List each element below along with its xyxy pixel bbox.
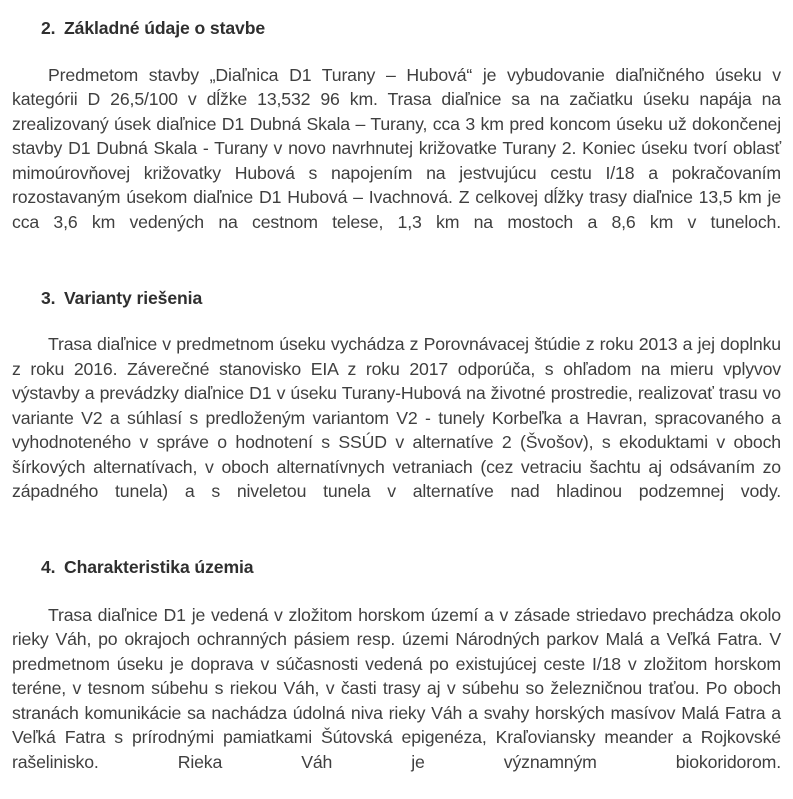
section-number-3: 3. bbox=[41, 287, 56, 308]
section-paragraph-4: Trasa diaľnice D1 je vedená v zložitom horskom území a v zásade striedavo prechádza okolo rieky Váh, po okrajoch ochranných pásiem resp. územi Národných parkov Malá a Veľká Fatra. V predmetnom úseku je doprava v súčasnosti vedená po existujúcej ceste I/18 v zložitom horskom teréne, v tesnom súbehu s riekou Váh, v časti trasy aj v súbehu so železničnou traťou. Po oboch stranách komunikácie sa nachádza údolná niva rieky Váh a svahy horských masívov Malá Fatra a Veľká Fatra s prírodnými pamiatkami Šútovská epigenéza, Kraľoviansky meander a Rojkovské rašelinisko. Rieka Váh je významným biokoridorom. bbox=[12, 604, 781, 772]
document-body bbox=[12, 0, 781, 799]
section-paragraph-2: Predmetom stavby „Diaľnica D1 Turany – Hubová“ je vybudovanie diaľničného úseku v kategórii D 26,5/100 v dĺžke 13,532 96 km. Trasa diaľnice sa na začiatku úseku napája na zrealizovaný úsek diaľnice D1 Dubná Skala – Turany, cca 3 km pred koncom úseku už dokončenej stavby D1 Dubná Skala - Turany v novo navrhnutej križovatke Turany 2. Koniec úseku tvorí oblasť mimoúrovňovej križovatky Hubová s napojením na jestvujúcu cestu I/18 a pokračovaním rozostavaným úsekom diaľnice D1 Hubová – Ivachnová. Z celkovej dĺžky trasy diaľnice 13,5 km je cca 3,6 km vedených na cestnom telese, 1,3 km na mostoch a 8,6 km v tuneloch. bbox=[12, 64, 781, 232]
section-number-4: 4. bbox=[41, 557, 56, 577]
section-heading-4 bbox=[12, 555, 781, 580]
section-title-4: Charakteristika územia bbox=[64, 557, 254, 577]
section-title-2: Základné údaje o stavbe bbox=[64, 18, 266, 38]
section-number-2: 2. bbox=[41, 18, 56, 38]
section-title-3: Varianty riešenia bbox=[64, 287, 203, 308]
section-paragraph-3: Trasa diaľnice v predmetnom úseku vychádza z Porovnávacej štúdie z roku 2013 a jej doplnku z roku 2016. Záverečné stanovisko EIA z roku 2017 odporúča, s ohľadom na mieru vplyvov výstavby a prevádzky diaľnice D1 v úseku Turany-Hubová na životné prostredie, realizovať trasu vo variante V2 a súhlasí s predloženým variantom V2 - tunely Korbeľka a Havran, spracovaného a vyhodnoteného v správe o hodnotení s SSÚD v alternatíve 2 (Švošov), s ekoduktami v oboch šírkových alternatívach, v oboch alternatívnych vetraniach (cez vetraciu šachtu aj odsávaním zo západného tunela) a s niveletou tunela v alternatíve nad hladinou podzemnej vody. bbox=[12, 334, 781, 501]
section-heading-3 bbox=[12, 286, 781, 311]
section-heading-2 bbox=[12, 16, 781, 41]
